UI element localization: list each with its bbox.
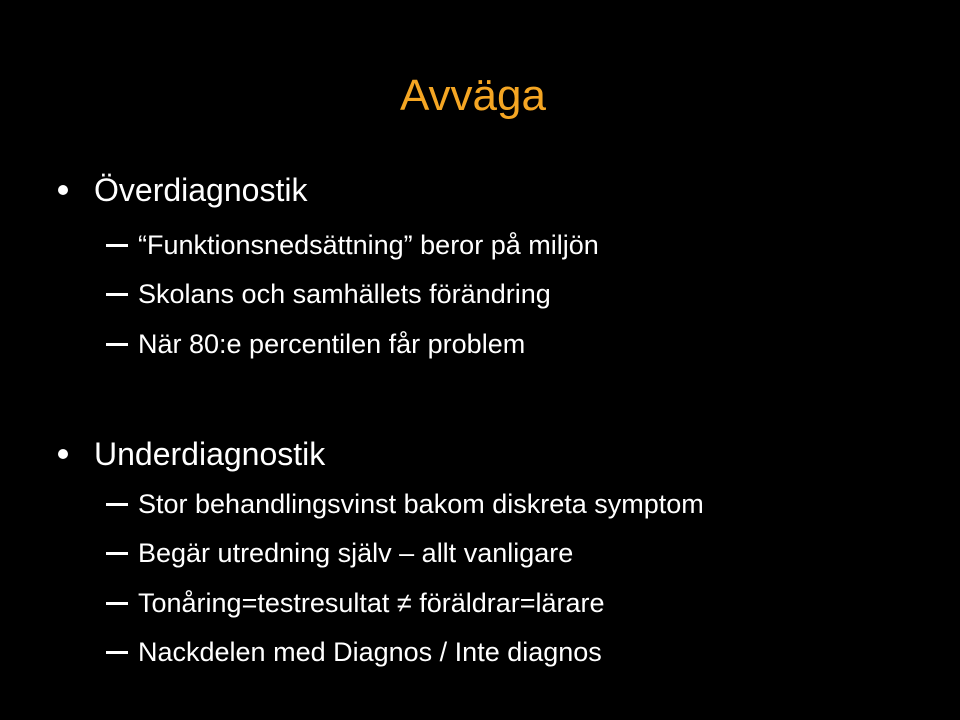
sub-item-text: “Funktionsnedsättning” beror på miljön <box>138 230 599 260</box>
dash-icon <box>106 651 128 654</box>
dash-icon <box>106 244 128 247</box>
bullet-overdiagnostik <box>58 170 307 210</box>
sub-item <box>106 486 704 522</box>
sub-item <box>106 585 605 621</box>
dash-icon <box>106 552 128 555</box>
bullet-underdiagnostik <box>58 434 325 474</box>
sub-item <box>106 276 551 312</box>
sub-item-text: Tonåring=testresultat ≠ föräldrar=lärare <box>138 588 605 618</box>
sub-item-text: Begär utredning själv – allt vanligare <box>138 538 574 568</box>
bullet-label: Underdiagnostik <box>94 436 326 472</box>
dash-icon <box>106 343 128 346</box>
dash-icon <box>106 503 128 506</box>
sub-item-text: Nackdelen med Diagnos / Inte diagnos <box>138 637 602 667</box>
bullet-dot-icon <box>58 449 68 459</box>
sub-item <box>106 227 599 263</box>
dash-icon <box>106 293 128 296</box>
bullet-dot-icon <box>58 185 68 195</box>
dash-icon <box>106 602 128 605</box>
sub-item-text: Stor behandlingsvinst bakom diskreta symptom <box>138 489 704 519</box>
sub-item <box>106 634 602 670</box>
slide-title: Avväga <box>400 71 546 120</box>
sub-item-text: När 80:e percentilen får problem <box>138 329 526 359</box>
sub-item-text: Skolans och samhällets förändring <box>138 279 551 309</box>
sub-item <box>106 535 573 571</box>
bullet-label: Överdiagnostik <box>94 172 308 208</box>
sub-item <box>106 326 525 362</box>
